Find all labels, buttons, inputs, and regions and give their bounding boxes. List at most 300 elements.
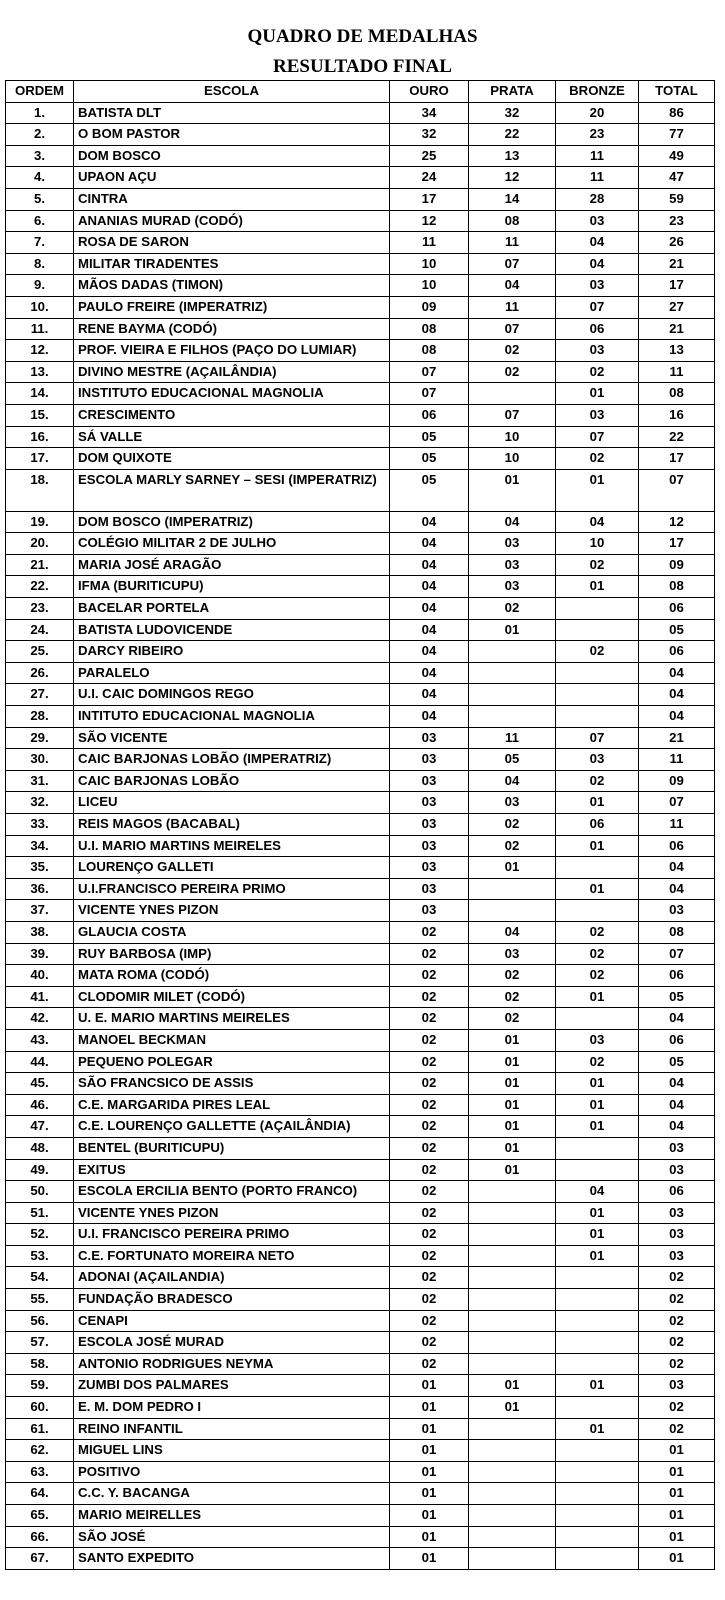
cell-prata: 07 (469, 404, 556, 426)
cell-ordem: 41. (6, 986, 74, 1008)
cell-prata: 02 (469, 598, 556, 620)
table-row (6, 814, 715, 836)
cell-total: 04 (639, 1094, 715, 1116)
header-ouro: OURO (390, 81, 469, 103)
cell-prata (469, 1267, 556, 1289)
cell-prata: 07 (469, 318, 556, 340)
cell-total: 13 (639, 340, 715, 362)
cell-prata (469, 1224, 556, 1246)
cell-bronze: 07 (556, 296, 639, 318)
cell-prata: 01 (469, 1375, 556, 1397)
cell-ordem: 44. (6, 1051, 74, 1073)
cell-escola: DOM QUIXOTE (74, 448, 390, 470)
cell-escola: PARALELO (74, 662, 390, 684)
cell-escola: MILITAR TIRADENTES (74, 253, 390, 275)
cell-ouro: 01 (390, 1461, 469, 1483)
cell-ordem: 30. (6, 749, 74, 771)
cell-escola: ANTONIO RODRIGUES NEYMA (74, 1353, 390, 1375)
cell-ouro: 03 (390, 857, 469, 879)
cell-bronze: 28 (556, 188, 639, 210)
table-header-row (6, 81, 715, 103)
table-row (6, 986, 715, 1008)
table-row (6, 598, 715, 620)
cell-ouro: 17 (390, 188, 469, 210)
table-row (6, 1440, 715, 1462)
cell-ouro: 01 (390, 1483, 469, 1505)
cell-ordem: 65. (6, 1505, 74, 1527)
cell-ouro: 08 (390, 318, 469, 340)
cell-bronze: 04 (556, 232, 639, 254)
cell-bronze: 02 (556, 554, 639, 576)
cell-bronze: 02 (556, 448, 639, 470)
cell-ordem: 63. (6, 1461, 74, 1483)
cell-escola: INSTITUTO EDUCACIONAL MAGNOLIA (74, 383, 390, 405)
cell-prata: 05 (469, 749, 556, 771)
cell-bronze: 03 (556, 210, 639, 232)
cell-ordem: 57. (6, 1332, 74, 1354)
table-row (6, 662, 715, 684)
cell-ouro: 02 (390, 1073, 469, 1095)
table-row (6, 576, 715, 598)
cell-prata: 01 (469, 857, 556, 879)
cell-ordem: 50. (6, 1181, 74, 1203)
cell-ouro: 04 (390, 706, 469, 728)
cell-total: 21 (639, 318, 715, 340)
cell-bronze (556, 1137, 639, 1159)
cell-ordem: 9. (6, 275, 74, 297)
cell-ordem: 10. (6, 296, 74, 318)
cell-ouro: 02 (390, 1008, 469, 1030)
cell-total: 03 (639, 1245, 715, 1267)
cell-ouro: 03 (390, 770, 469, 792)
table-row (6, 511, 715, 533)
table-row (6, 1116, 715, 1138)
cell-bronze: 06 (556, 814, 639, 836)
cell-ouro: 03 (390, 878, 469, 900)
header-total: TOTAL (639, 81, 715, 103)
cell-prata: 10 (469, 448, 556, 470)
cell-ordem: 14. (6, 383, 74, 405)
cell-ordem: 62. (6, 1440, 74, 1462)
cell-prata (469, 1548, 556, 1570)
cell-ouro: 04 (390, 641, 469, 663)
cell-escola: PROF. VIEIRA E FILHOS (PAÇO DO LUMIAR) (74, 340, 390, 362)
cell-total: 03 (639, 1202, 715, 1224)
cell-ouro: 02 (390, 1224, 469, 1246)
cell-bronze (556, 1353, 639, 1375)
cell-escola: E. M. DOM PEDRO I (74, 1397, 390, 1419)
table-row (6, 1397, 715, 1419)
cell-bronze (556, 619, 639, 641)
cell-ordem: 67. (6, 1548, 74, 1570)
cell-prata: 01 (469, 1029, 556, 1051)
cell-bronze: 03 (556, 340, 639, 362)
cell-total: 05 (639, 986, 715, 1008)
cell-bronze (556, 1483, 639, 1505)
page-title: QUADRO DE MEDALHAS (247, 26, 478, 47)
table-row (6, 1029, 715, 1051)
cell-ordem: 22. (6, 576, 74, 598)
cell-total: 06 (639, 641, 715, 663)
table-row (6, 210, 715, 232)
cell-prata (469, 1505, 556, 1527)
cell-total: 02 (639, 1397, 715, 1419)
cell-prata: 02 (469, 986, 556, 1008)
cell-escola: MATA ROMA (CODÓ) (74, 965, 390, 987)
cell-ouro: 01 (390, 1418, 469, 1440)
medal-table (5, 80, 715, 1570)
cell-total: 01 (639, 1526, 715, 1548)
table-row (6, 1353, 715, 1375)
header-escola: ESCOLA (74, 81, 390, 103)
table-row (6, 641, 715, 663)
cell-ouro: 02 (390, 1051, 469, 1073)
cell-total: 05 (639, 619, 715, 641)
medal-table-body (6, 102, 715, 1569)
cell-bronze (556, 1505, 639, 1527)
cell-ordem: 34. (6, 835, 74, 857)
table-row (6, 1159, 715, 1181)
cell-ouro: 04 (390, 598, 469, 620)
cell-total: 01 (639, 1483, 715, 1505)
cell-ordem: 54. (6, 1267, 74, 1289)
cell-bronze: 07 (556, 727, 639, 749)
cell-bronze: 02 (556, 641, 639, 663)
cell-escola: REINO INFANTIL (74, 1418, 390, 1440)
cell-ouro: 02 (390, 1159, 469, 1181)
cell-prata: 07 (469, 253, 556, 275)
cell-total: 47 (639, 167, 715, 189)
cell-escola: CINTRA (74, 188, 390, 210)
cell-total: 09 (639, 554, 715, 576)
table-row (6, 253, 715, 275)
cell-ouro: 01 (390, 1548, 469, 1570)
table-row (6, 1483, 715, 1505)
cell-ordem: 66. (6, 1526, 74, 1548)
cell-bronze (556, 1008, 639, 1030)
cell-bronze (556, 1289, 639, 1311)
cell-bronze: 04 (556, 1181, 639, 1203)
cell-total: 04 (639, 662, 715, 684)
cell-total: 16 (639, 404, 715, 426)
cell-ouro: 04 (390, 662, 469, 684)
cell-prata (469, 1289, 556, 1311)
cell-total: 17 (639, 533, 715, 555)
cell-prata: 11 (469, 727, 556, 749)
cell-total: 02 (639, 1289, 715, 1311)
cell-escola: DARCY RIBEIRO (74, 641, 390, 663)
cell-escola: BACELAR PORTELA (74, 598, 390, 620)
table-row (6, 770, 715, 792)
cell-prata: 01 (469, 1051, 556, 1073)
table-row (6, 145, 715, 167)
cell-ouro: 02 (390, 986, 469, 1008)
cell-ouro: 04 (390, 684, 469, 706)
cell-bronze (556, 1440, 639, 1462)
table-row (6, 1051, 715, 1073)
cell-ouro: 05 (390, 426, 469, 448)
cell-escola: BATISTA LUDOVICENDE (74, 619, 390, 641)
cell-ordem: 16. (6, 426, 74, 448)
cell-escola: ESCOLA JOSÉ MURAD (74, 1332, 390, 1354)
cell-ordem: 23. (6, 598, 74, 620)
cell-ouro: 04 (390, 511, 469, 533)
cell-total: 12 (639, 511, 715, 533)
table-row (6, 383, 715, 405)
cell-prata (469, 706, 556, 728)
cell-ordem: 7. (6, 232, 74, 254)
cell-bronze: 01 (556, 1375, 639, 1397)
cell-ordem: 29. (6, 727, 74, 749)
cell-ordem: 21. (6, 554, 74, 576)
cell-bronze (556, 1526, 639, 1548)
cell-total: 08 (639, 383, 715, 405)
cell-escola: COLÉGIO MILITAR 2 DE JULHO (74, 533, 390, 555)
cell-ordem: 18. (6, 469, 74, 511)
cell-total: 08 (639, 921, 715, 943)
table-row (6, 1094, 715, 1116)
cell-total: 06 (639, 598, 715, 620)
cell-escola: PAULO FREIRE (IMPERATRIZ) (74, 296, 390, 318)
cell-bronze: 02 (556, 921, 639, 943)
cell-bronze: 01 (556, 792, 639, 814)
cell-prata: 01 (469, 1094, 556, 1116)
cell-total: 17 (639, 275, 715, 297)
cell-ordem: 36. (6, 878, 74, 900)
cell-prata: 03 (469, 533, 556, 555)
cell-bronze: 07 (556, 426, 639, 448)
cell-total: 22 (639, 426, 715, 448)
cell-ouro: 06 (390, 404, 469, 426)
cell-escola: MANOEL BECKMAN (74, 1029, 390, 1051)
cell-escola: INTITUTO EDUCACIONAL MAGNOLIA (74, 706, 390, 728)
cell-bronze: 03 (556, 749, 639, 771)
cell-ordem: 39. (6, 943, 74, 965)
table-row (6, 943, 715, 965)
cell-bronze: 11 (556, 145, 639, 167)
cell-bronze (556, 900, 639, 922)
cell-escola: IFMA (BURITICUPU) (74, 576, 390, 598)
cell-escola: U.I. CAIC DOMINGOS REGO (74, 684, 390, 706)
cell-bronze (556, 1267, 639, 1289)
cell-ouro: 02 (390, 1245, 469, 1267)
table-row (6, 1418, 715, 1440)
cell-prata: 04 (469, 275, 556, 297)
cell-total: 11 (639, 361, 715, 383)
cell-prata (469, 1202, 556, 1224)
cell-total: 07 (639, 469, 715, 511)
header-prata: PRATA (469, 81, 556, 103)
cell-prata: 03 (469, 554, 556, 576)
cell-bronze: 02 (556, 965, 639, 987)
cell-total: 01 (639, 1548, 715, 1570)
cell-total: 21 (639, 727, 715, 749)
cell-total: 06 (639, 965, 715, 987)
cell-ordem: 25. (6, 641, 74, 663)
cell-total: 11 (639, 749, 715, 771)
cell-prata: 11 (469, 296, 556, 318)
cell-ouro: 01 (390, 1526, 469, 1548)
cell-total: 04 (639, 1073, 715, 1095)
cell-ouro: 03 (390, 749, 469, 771)
cell-prata: 01 (469, 1159, 556, 1181)
cell-prata: 02 (469, 965, 556, 987)
cell-escola: CAIC BARJONAS LOBÃO (74, 770, 390, 792)
cell-bronze: 10 (556, 533, 639, 555)
cell-escola: VICENTE YNES PIZON (74, 900, 390, 922)
cell-prata (469, 641, 556, 663)
cell-ordem: 64. (6, 1483, 74, 1505)
cell-escola: ROSA DE SARON (74, 232, 390, 254)
cell-ordem: 24. (6, 619, 74, 641)
cell-bronze: 06 (556, 318, 639, 340)
cell-ordem: 15. (6, 404, 74, 426)
cell-ouro: 32 (390, 124, 469, 146)
cell-ordem: 31. (6, 770, 74, 792)
cell-escola: O BOM PASTOR (74, 124, 390, 146)
cell-ouro: 03 (390, 835, 469, 857)
cell-prata (469, 878, 556, 900)
table-row (6, 792, 715, 814)
cell-bronze: 03 (556, 404, 639, 426)
table-row (6, 900, 715, 922)
table-row (6, 706, 715, 728)
table-row (6, 619, 715, 641)
table-row (6, 1461, 715, 1483)
cell-escola: DIVINO MESTRE (AÇAILÂNDIA) (74, 361, 390, 383)
cell-ordem: 28. (6, 706, 74, 728)
table-row (6, 124, 715, 146)
table-row (6, 361, 715, 383)
cell-ouro: 02 (390, 921, 469, 943)
cell-ouro: 04 (390, 576, 469, 598)
cell-ordem: 52. (6, 1224, 74, 1246)
cell-bronze: 01 (556, 1418, 639, 1440)
cell-total: 03 (639, 900, 715, 922)
cell-prata: 32 (469, 102, 556, 124)
cell-ouro: 02 (390, 1310, 469, 1332)
cell-bronze: 03 (556, 275, 639, 297)
table-row (6, 1073, 715, 1095)
cell-escola: MARIO MEIRELLES (74, 1505, 390, 1527)
cell-total: 05 (639, 1051, 715, 1073)
cell-ordem: 32. (6, 792, 74, 814)
cell-total: 06 (639, 1029, 715, 1051)
cell-prata (469, 1181, 556, 1203)
cell-bronze (556, 684, 639, 706)
header-ordem: ORDEM (6, 81, 74, 103)
cell-escola: SÁ VALLE (74, 426, 390, 448)
cell-ordem: 4. (6, 167, 74, 189)
cell-bronze: 01 (556, 1202, 639, 1224)
cell-ordem: 46. (6, 1094, 74, 1116)
cell-ordem: 40. (6, 965, 74, 987)
cell-prata: 01 (469, 1116, 556, 1138)
cell-ordem: 42. (6, 1008, 74, 1030)
cell-total: 86 (639, 102, 715, 124)
cell-ordem: 26. (6, 662, 74, 684)
cell-escola: LOURENÇO GALLETI (74, 857, 390, 879)
table-row (6, 1375, 715, 1397)
cell-ouro: 11 (390, 232, 469, 254)
table-row (6, 1548, 715, 1570)
cell-escola: MÃOS DADAS (TIMON) (74, 275, 390, 297)
cell-escola: ESCOLA ERCILIA BENTO (PORTO FRANCO) (74, 1181, 390, 1203)
cell-escola: SÃO JOSÉ (74, 1526, 390, 1548)
cell-ordem: 47. (6, 1116, 74, 1138)
cell-escola: CAIC BARJONAS LOBÃO (IMPERATRIZ) (74, 749, 390, 771)
cell-bronze (556, 1397, 639, 1419)
cell-ouro: 02 (390, 1137, 469, 1159)
cell-ordem: 20. (6, 533, 74, 555)
cell-prata: 02 (469, 1008, 556, 1030)
cell-total: 02 (639, 1418, 715, 1440)
cell-prata: 14 (469, 188, 556, 210)
cell-ouro: 10 (390, 253, 469, 275)
cell-escola: ANANIAS MURAD (CODÓ) (74, 210, 390, 232)
cell-ouro: 02 (390, 1202, 469, 1224)
cell-total: 01 (639, 1461, 715, 1483)
table-row (6, 1245, 715, 1267)
cell-escola: ESCOLA MARLY SARNEY – SESI (IMPERATRIZ) (74, 469, 390, 511)
cell-bronze: 01 (556, 1073, 639, 1095)
cell-escola: SÃO FRANCSICO DE ASSIS (74, 1073, 390, 1095)
cell-ouro: 34 (390, 102, 469, 124)
cell-prata: 04 (469, 770, 556, 792)
cell-escola: DOM BOSCO (IMPERATRIZ) (74, 511, 390, 533)
cell-ouro: 05 (390, 469, 469, 511)
cell-total: 23 (639, 210, 715, 232)
cell-ordem: 19. (6, 511, 74, 533)
cell-ouro: 10 (390, 275, 469, 297)
cell-ouro: 01 (390, 1397, 469, 1419)
cell-escola: MIGUEL LINS (74, 1440, 390, 1462)
table-row (6, 1202, 715, 1224)
cell-total: 04 (639, 857, 715, 879)
cell-escola: EXITUS (74, 1159, 390, 1181)
cell-ordem: 43. (6, 1029, 74, 1051)
cell-prata: 03 (469, 576, 556, 598)
cell-ordem: 27. (6, 684, 74, 706)
cell-total: 03 (639, 1375, 715, 1397)
table-row (6, 533, 715, 555)
cell-prata: 11 (469, 232, 556, 254)
cell-prata (469, 1418, 556, 1440)
cell-ordem: 3. (6, 145, 74, 167)
cell-prata: 01 (469, 1397, 556, 1419)
cell-ordem: 49. (6, 1159, 74, 1181)
cell-prata (469, 1245, 556, 1267)
cell-ordem: 60. (6, 1397, 74, 1419)
cell-prata (469, 684, 556, 706)
cell-ouro: 01 (390, 1440, 469, 1462)
cell-ouro: 12 (390, 210, 469, 232)
cell-escola: CLODOMIR MILET (CODÓ) (74, 986, 390, 1008)
cell-ordem: 37. (6, 900, 74, 922)
cell-prata: 01 (469, 1073, 556, 1095)
table-row (6, 318, 715, 340)
table-row (6, 1289, 715, 1311)
cell-prata: 04 (469, 921, 556, 943)
cell-ouro: 04 (390, 554, 469, 576)
cell-ordem: 12. (6, 340, 74, 362)
table-row (6, 684, 715, 706)
cell-ordem: 17. (6, 448, 74, 470)
cell-escola: C.C. Y. BACANGA (74, 1483, 390, 1505)
cell-total: 04 (639, 1008, 715, 1030)
cell-ordem: 11. (6, 318, 74, 340)
table-row (6, 1310, 715, 1332)
